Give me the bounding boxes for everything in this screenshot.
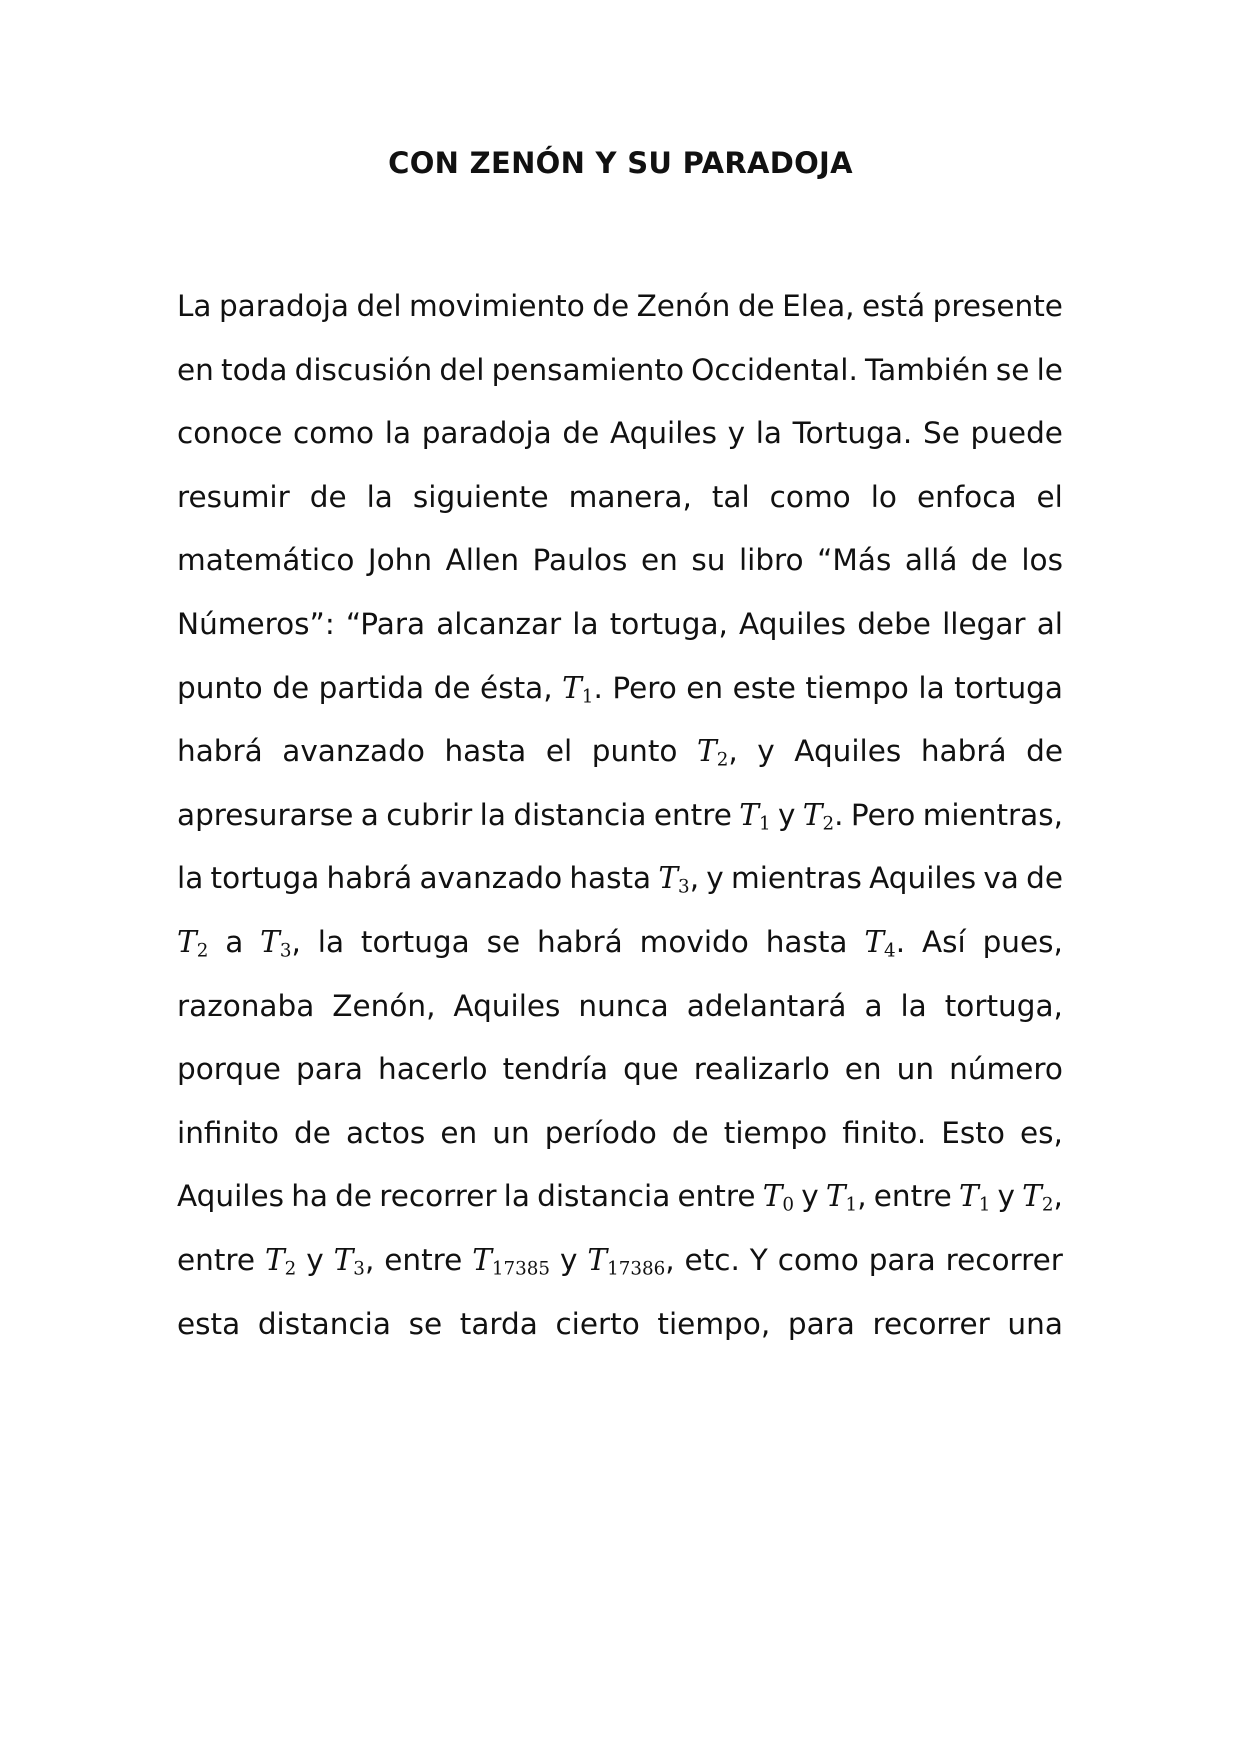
word: “Más (817, 543, 892, 577)
math-variable: $T_3$ (260, 925, 292, 962)
word: tarda (459, 1307, 538, 1341)
body-line (177, 1304, 1063, 1344)
word: y (997, 1179, 1015, 1213)
math-variable: $T_2$ (264, 1243, 297, 1280)
word: Números”: (177, 607, 335, 641)
word: como (777, 1243, 859, 1277)
word: hasta (569, 861, 652, 895)
word: Aquiles (739, 607, 847, 641)
body-line (177, 1049, 1063, 1089)
body-line (177, 731, 1063, 771)
word: $T_1$, (825, 1179, 867, 1216)
word: para (787, 1307, 855, 1341)
word: la (384, 416, 412, 450)
word: toda (221, 353, 288, 387)
word: a (225, 925, 244, 959)
word: movimiento (408, 289, 585, 323)
word: y (777, 798, 796, 832)
word: la (366, 480, 393, 514)
word: Así (921, 925, 966, 959)
body-line (177, 668, 1063, 708)
word: Zenón (636, 289, 731, 323)
word: matemático (177, 543, 355, 577)
word: debe (857, 607, 931, 641)
math-variable: $T_3$ (333, 1243, 365, 1280)
word: realizarlo (693, 1052, 830, 1086)
word: paradoja (421, 416, 552, 450)
word: de (272, 671, 310, 705)
word (472, 1240, 550, 1280)
word: Y (749, 1243, 768, 1277)
word: de (1026, 734, 1063, 768)
word: Aquiles (177, 1179, 284, 1213)
word: discusión (294, 353, 433, 387)
word: La (177, 289, 212, 323)
word: de (737, 289, 775, 323)
word: número (949, 1052, 1063, 1086)
body-line (177, 286, 1063, 326)
word: este (732, 671, 796, 705)
word: que (623, 1052, 679, 1086)
word: También (865, 353, 989, 387)
word: John (367, 543, 433, 577)
word: cubrir (386, 798, 473, 832)
word (177, 922, 208, 962)
word: alcanzar (436, 607, 562, 641)
word: tal (711, 480, 750, 514)
word: un (492, 1116, 530, 1150)
word: $T_3$, (333, 1243, 375, 1280)
word: etc. (684, 1243, 740, 1277)
body-line (177, 350, 1063, 390)
word: la (479, 798, 506, 832)
word: ha (291, 1179, 328, 1213)
word: avanzado (282, 734, 425, 768)
word: de (309, 480, 347, 514)
word: recorrer (872, 1307, 990, 1341)
word: Occidental. (691, 353, 858, 387)
body-line (177, 477, 1063, 517)
word: habrá (537, 925, 623, 959)
word: Elea, (782, 289, 855, 323)
word: de (433, 671, 471, 705)
body-line (177, 858, 1063, 898)
word: la (918, 671, 945, 705)
word: en (640, 543, 678, 577)
word: se (486, 925, 521, 959)
math-variable: $T_{17386}$ (587, 1243, 666, 1280)
word: tortuga (954, 671, 1063, 705)
word: manera, (568, 480, 692, 514)
word: $T_1$. (562, 671, 603, 708)
document-title: CON ZENÓN Y SU PARADOJA (388, 146, 853, 180)
word: entre (873, 1179, 952, 1213)
word (763, 1176, 794, 1216)
word: tortuga, (609, 607, 728, 641)
body-line (177, 540, 1063, 580)
body-line (177, 1113, 1063, 1153)
math-variable: $T_2$ (802, 798, 835, 835)
word: en (177, 353, 214, 387)
word: paradoja (218, 289, 350, 323)
word: está (862, 289, 926, 323)
word (739, 795, 770, 835)
word: Paulos (532, 543, 628, 577)
word: porque (177, 1052, 281, 1086)
word: Aquiles (453, 989, 561, 1023)
word: finito. (842, 1116, 927, 1150)
math-variable: $T_2$ (1022, 1179, 1054, 1216)
word: distancia (257, 1307, 391, 1341)
word: distancia (537, 1179, 671, 1213)
word: cierto (555, 1307, 640, 1341)
word: va (983, 861, 1019, 895)
word: y (801, 1179, 819, 1213)
math-variable: $T_1$ (959, 1179, 991, 1216)
word: Aquiles (869, 861, 977, 895)
word: conoce (177, 416, 283, 450)
word: la (317, 925, 345, 959)
word (265, 1240, 296, 1280)
body-line (177, 1176, 1063, 1216)
word: “Para (345, 607, 426, 641)
word: Esto (941, 1116, 1005, 1150)
word: entre (384, 1243, 463, 1277)
word: como (769, 480, 851, 514)
word: Allen (445, 543, 520, 577)
word: $T_3$, (658, 861, 700, 898)
word: de (1026, 861, 1063, 895)
word: llegar (942, 607, 1026, 641)
word: para (295, 1052, 363, 1086)
word: es, (1019, 1116, 1063, 1150)
word: para (868, 1243, 936, 1277)
word: partida (318, 671, 425, 705)
math-variable: $T_1$ (739, 798, 771, 835)
math-variable: $T_{17385}$ (472, 1243, 551, 1280)
word: del (356, 289, 402, 323)
word: y (706, 861, 724, 895)
word: de (294, 1116, 331, 1150)
word: esta (177, 1307, 241, 1341)
word: de (970, 543, 1008, 577)
word: enfoca (916, 480, 1017, 514)
word: la (503, 1179, 530, 1213)
math-variable: $T_2$ (697, 734, 729, 771)
word: tiempo, (657, 1307, 771, 1341)
math-variable: $T_0$ (762, 1179, 795, 1216)
math-variable: $T_1$ (562, 671, 594, 708)
word: pensamiento (491, 353, 684, 387)
word: entre (653, 798, 732, 832)
body-line (177, 1240, 1063, 1280)
word: en (686, 671, 724, 705)
word: Zenón, (332, 989, 436, 1023)
word: de (562, 416, 600, 450)
word: hasta (444, 734, 527, 768)
word: entre (677, 1179, 756, 1213)
word: de (671, 1116, 709, 1150)
word: período (544, 1116, 657, 1150)
math-variable: $T_2$ (177, 925, 209, 962)
word: una (1007, 1307, 1063, 1341)
word: hasta (765, 925, 848, 959)
word: y (559, 1243, 578, 1277)
word: presente (932, 289, 1063, 323)
word: le (1036, 353, 1063, 387)
word: habrá (920, 734, 1007, 768)
word: como (293, 416, 375, 450)
word: la (572, 607, 599, 641)
word: Tortuga. (792, 416, 913, 450)
word: tiempo (723, 1116, 828, 1150)
word: habrá (326, 861, 413, 895)
word: del (439, 353, 485, 387)
word: Se (922, 416, 960, 450)
word: mientras, (922, 798, 1063, 832)
word: $T_4$. (864, 925, 906, 962)
word: $T_3$, (260, 925, 301, 962)
word: de (335, 1179, 373, 1213)
word: y (306, 1243, 324, 1277)
word: resumir (177, 480, 290, 514)
word: se (408, 1307, 443, 1341)
word: en (844, 1052, 882, 1086)
word: tiempo (805, 671, 909, 705)
body-line (177, 795, 1063, 835)
word: de (592, 289, 630, 323)
word: el (1036, 480, 1063, 514)
word: su (691, 543, 726, 577)
word: nunca (578, 989, 669, 1023)
word: punto (591, 734, 678, 768)
word: el (545, 734, 573, 768)
word: distancia (513, 798, 647, 832)
word: actos (345, 1116, 426, 1150)
body-line (177, 604, 1063, 644)
word: entre (177, 1243, 256, 1277)
word: $T_2$, (1022, 1179, 1063, 1216)
word: puede (970, 416, 1063, 450)
body-line (177, 986, 1063, 1026)
body-line (177, 413, 1063, 453)
word: tendría (502, 1052, 609, 1086)
word: punto (177, 671, 263, 705)
word: se (995, 353, 1030, 387)
word: allá (904, 543, 958, 577)
word: Aquiles (609, 416, 717, 450)
word: recorrer (379, 1179, 497, 1213)
word: hacerlo (378, 1052, 488, 1086)
word: adelantará (686, 989, 847, 1023)
word: $T_{17386}$, (587, 1243, 675, 1280)
word: avanzado (419, 861, 563, 895)
word: la (755, 416, 783, 450)
word: ésta, (480, 671, 553, 705)
word: mientras (730, 861, 862, 895)
word (959, 1176, 990, 1216)
word: a (864, 989, 883, 1023)
word: Pero (850, 798, 916, 832)
word: habrá (177, 734, 263, 768)
math-variable: $T_4$ (864, 925, 896, 962)
word: la (177, 861, 204, 895)
word: en (440, 1116, 478, 1150)
word: y (727, 416, 746, 450)
math-variable: $T_1$ (825, 1179, 858, 1216)
word: tortuga, (944, 989, 1063, 1023)
word: Aquiles (794, 734, 902, 768)
word: infinito (177, 1116, 279, 1150)
word: tortuga (210, 861, 320, 895)
word: movido (639, 925, 749, 959)
word: $T_2$, (697, 734, 738, 771)
word: la (900, 989, 927, 1023)
math-variable: $T_3$ (658, 861, 690, 898)
body-line (177, 922, 1063, 962)
word: tortuga (360, 925, 470, 959)
word: lo (870, 480, 897, 514)
word: un (896, 1052, 935, 1086)
word: a (360, 798, 379, 832)
word: recorrer (945, 1243, 1063, 1277)
word: y (757, 734, 775, 768)
word: pues, (982, 925, 1063, 959)
word: apresurarse (177, 798, 354, 832)
word: $T_2$. (802, 798, 844, 835)
word: libro (738, 543, 804, 577)
word: siguiente (412, 480, 549, 514)
word: Pero (612, 671, 677, 705)
word: los (1021, 543, 1063, 577)
word: al (1036, 607, 1063, 641)
word: razonaba (177, 989, 315, 1023)
